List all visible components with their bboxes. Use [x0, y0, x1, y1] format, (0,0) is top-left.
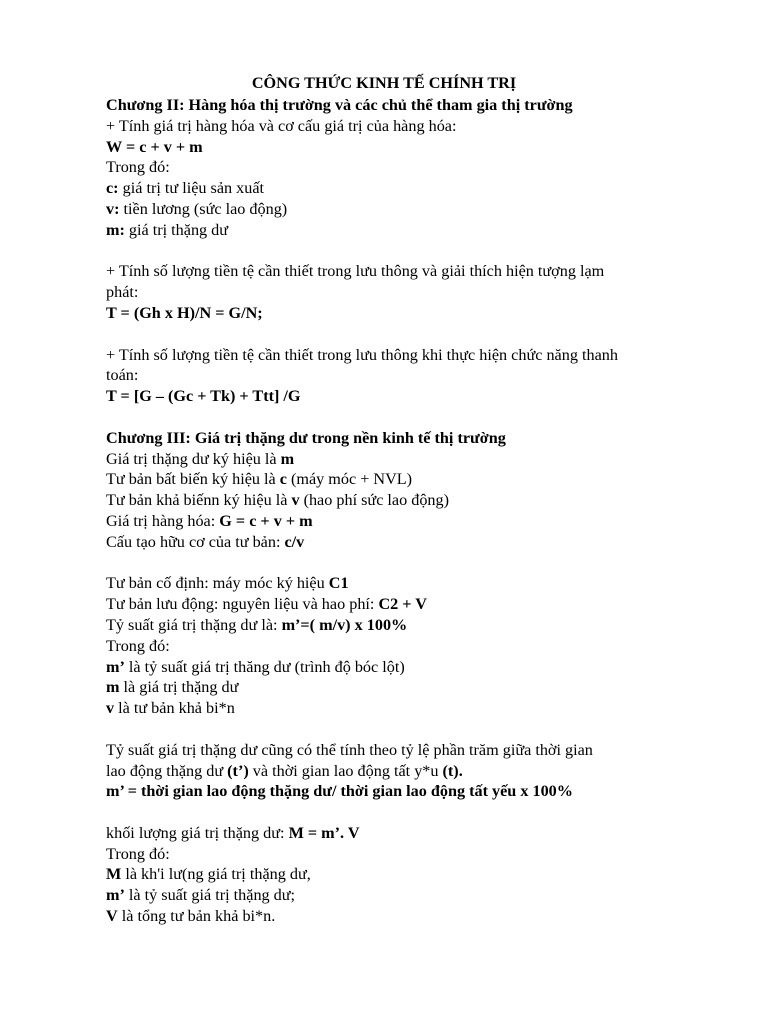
text-line: + Tính số lượng tiền tệ cần thiết trong lưu thông khi thực hiện chức năng thanh	[106, 345, 618, 364]
text-line	[106, 885, 706, 906]
definition-m	[106, 220, 706, 241]
text-line	[106, 615, 706, 636]
definition: giá trị tư liệu sản xuất	[118, 179, 265, 198]
text: và thời gian lao động tất y*u	[248, 761, 443, 780]
document-title: CÔNG THỨC KINH TẾ CHÍNH TRỊ	[251, 74, 517, 92]
definition-c	[106, 178, 706, 199]
text: (máy móc + NVL)	[286, 470, 413, 489]
text-line: toán:	[106, 366, 139, 385]
text-line	[106, 823, 706, 844]
symbol: V	[106, 907, 118, 926]
text: là tỷ suất giá trị thặng dư;	[124, 886, 296, 905]
definition: giá trị thặng dư	[124, 220, 229, 239]
text: là tỷ suất giá trị thăng dư (trình độ bóc lột)	[124, 657, 405, 676]
formula: M = m’. V	[288, 823, 360, 842]
spacer	[106, 802, 706, 823]
term: c:	[106, 179, 119, 198]
symbol: m’	[106, 886, 125, 905]
text-line	[106, 677, 706, 698]
text-line	[106, 573, 706, 594]
symbol: m’	[106, 657, 125, 676]
text-line: Tỷ suất giá trị thặng dư cũng có thể tính theo tỷ lệ phần trăm giữa thời gian	[106, 740, 593, 759]
text-line	[106, 449, 706, 470]
formula: c/v	[284, 532, 305, 551]
spacer	[106, 719, 706, 740]
symbol: m	[106, 678, 120, 697]
chapter-2-heading: Chương II: Hàng hóa thị trường và các chủ thể tham gia thị trường	[106, 96, 573, 114]
formula-t1: T = (Gh x H)/N = G/N;	[106, 303, 263, 322]
symbol: c	[279, 470, 287, 489]
text-line	[106, 490, 706, 511]
text: là tổng tư bản khả bi*n.	[117, 907, 276, 926]
text-line: + Tính giá trị hàng hóa và cơ cấu giá trị của hàng hóa:	[106, 116, 457, 135]
formula: C2 + V	[378, 595, 427, 614]
text: Giá trị hàng hóa:	[106, 511, 220, 530]
text-line	[106, 657, 706, 678]
text-line: Trong đó:	[106, 636, 170, 655]
text-line	[106, 594, 706, 615]
text-line: + Tính số lượng tiền tệ cần thiết trong lưu thông và giải thích hiện tượng lạm	[106, 262, 605, 281]
text: Tư bản cố định: máy móc ký hiệu	[106, 574, 329, 593]
text: Tỷ suất giá trị thặng dư là:	[106, 615, 282, 634]
symbol: M	[106, 865, 122, 884]
text-line	[106, 864, 706, 885]
text: là kh'i lư(ng giá trị thặng dư,	[121, 865, 311, 884]
text: khối lượng giá trị thặng dư:	[106, 823, 289, 842]
text: Cấu tạo hữu cơ của tư bản:	[106, 532, 285, 551]
text: là tư bản khả bi*n	[114, 699, 235, 718]
text-line	[106, 532, 706, 553]
symbol: C1	[328, 574, 349, 593]
text: (hao phí sức lao động)	[299, 491, 450, 510]
text: Tư bản khả biếnn ký hiệu là	[106, 491, 292, 510]
spacer	[106, 241, 706, 262]
symbol: m	[280, 449, 295, 468]
definition-v	[106, 199, 706, 220]
term: m:	[106, 220, 125, 239]
text: lao động thặng dư	[106, 761, 228, 780]
text-line: Trong đó:	[106, 844, 170, 863]
text-line: phát:	[106, 283, 139, 302]
spacer	[106, 407, 706, 428]
text: Tư bản lưu động: nguyên liệu và hao phí:	[106, 595, 379, 614]
text-line	[106, 469, 706, 490]
text-line	[106, 761, 706, 782]
symbol: v	[291, 491, 300, 510]
text-line: Trong đó:	[106, 158, 170, 177]
definition: tiền lương (sức lao động)	[119, 199, 288, 218]
text: Giá trị thặng dư ký hiệu là	[106, 449, 281, 468]
symbol: v	[106, 699, 115, 718]
symbol: (t’)	[227, 761, 249, 780]
text-line	[106, 906, 706, 927]
text-line	[106, 698, 706, 719]
symbol: (t).	[442, 761, 463, 780]
term: v:	[106, 199, 120, 218]
text: Tư bản bất biến ký hiệu là	[106, 470, 280, 489]
formula-rate: m’ = thời gian lao động thặng dư/ thời gian lao động tất yếu x 100%	[106, 782, 573, 801]
spacer	[106, 324, 706, 345]
formula-t2: T = [G – (Gc + Tk) + Ttt] /G	[106, 387, 301, 406]
document-body	[106, 95, 706, 927]
text-line	[106, 511, 706, 532]
formula-w: W = c + v + m	[106, 137, 203, 156]
formula: G = c + v + m	[219, 511, 313, 530]
text: là giá trị thặng dư	[119, 678, 239, 697]
chapter-3-heading: Chương III: Giá trị thặng dư trong nền kinh tế thị trường	[106, 428, 506, 447]
spacer	[106, 553, 706, 574]
formula: m’=( m/v) x 100%	[281, 615, 408, 634]
